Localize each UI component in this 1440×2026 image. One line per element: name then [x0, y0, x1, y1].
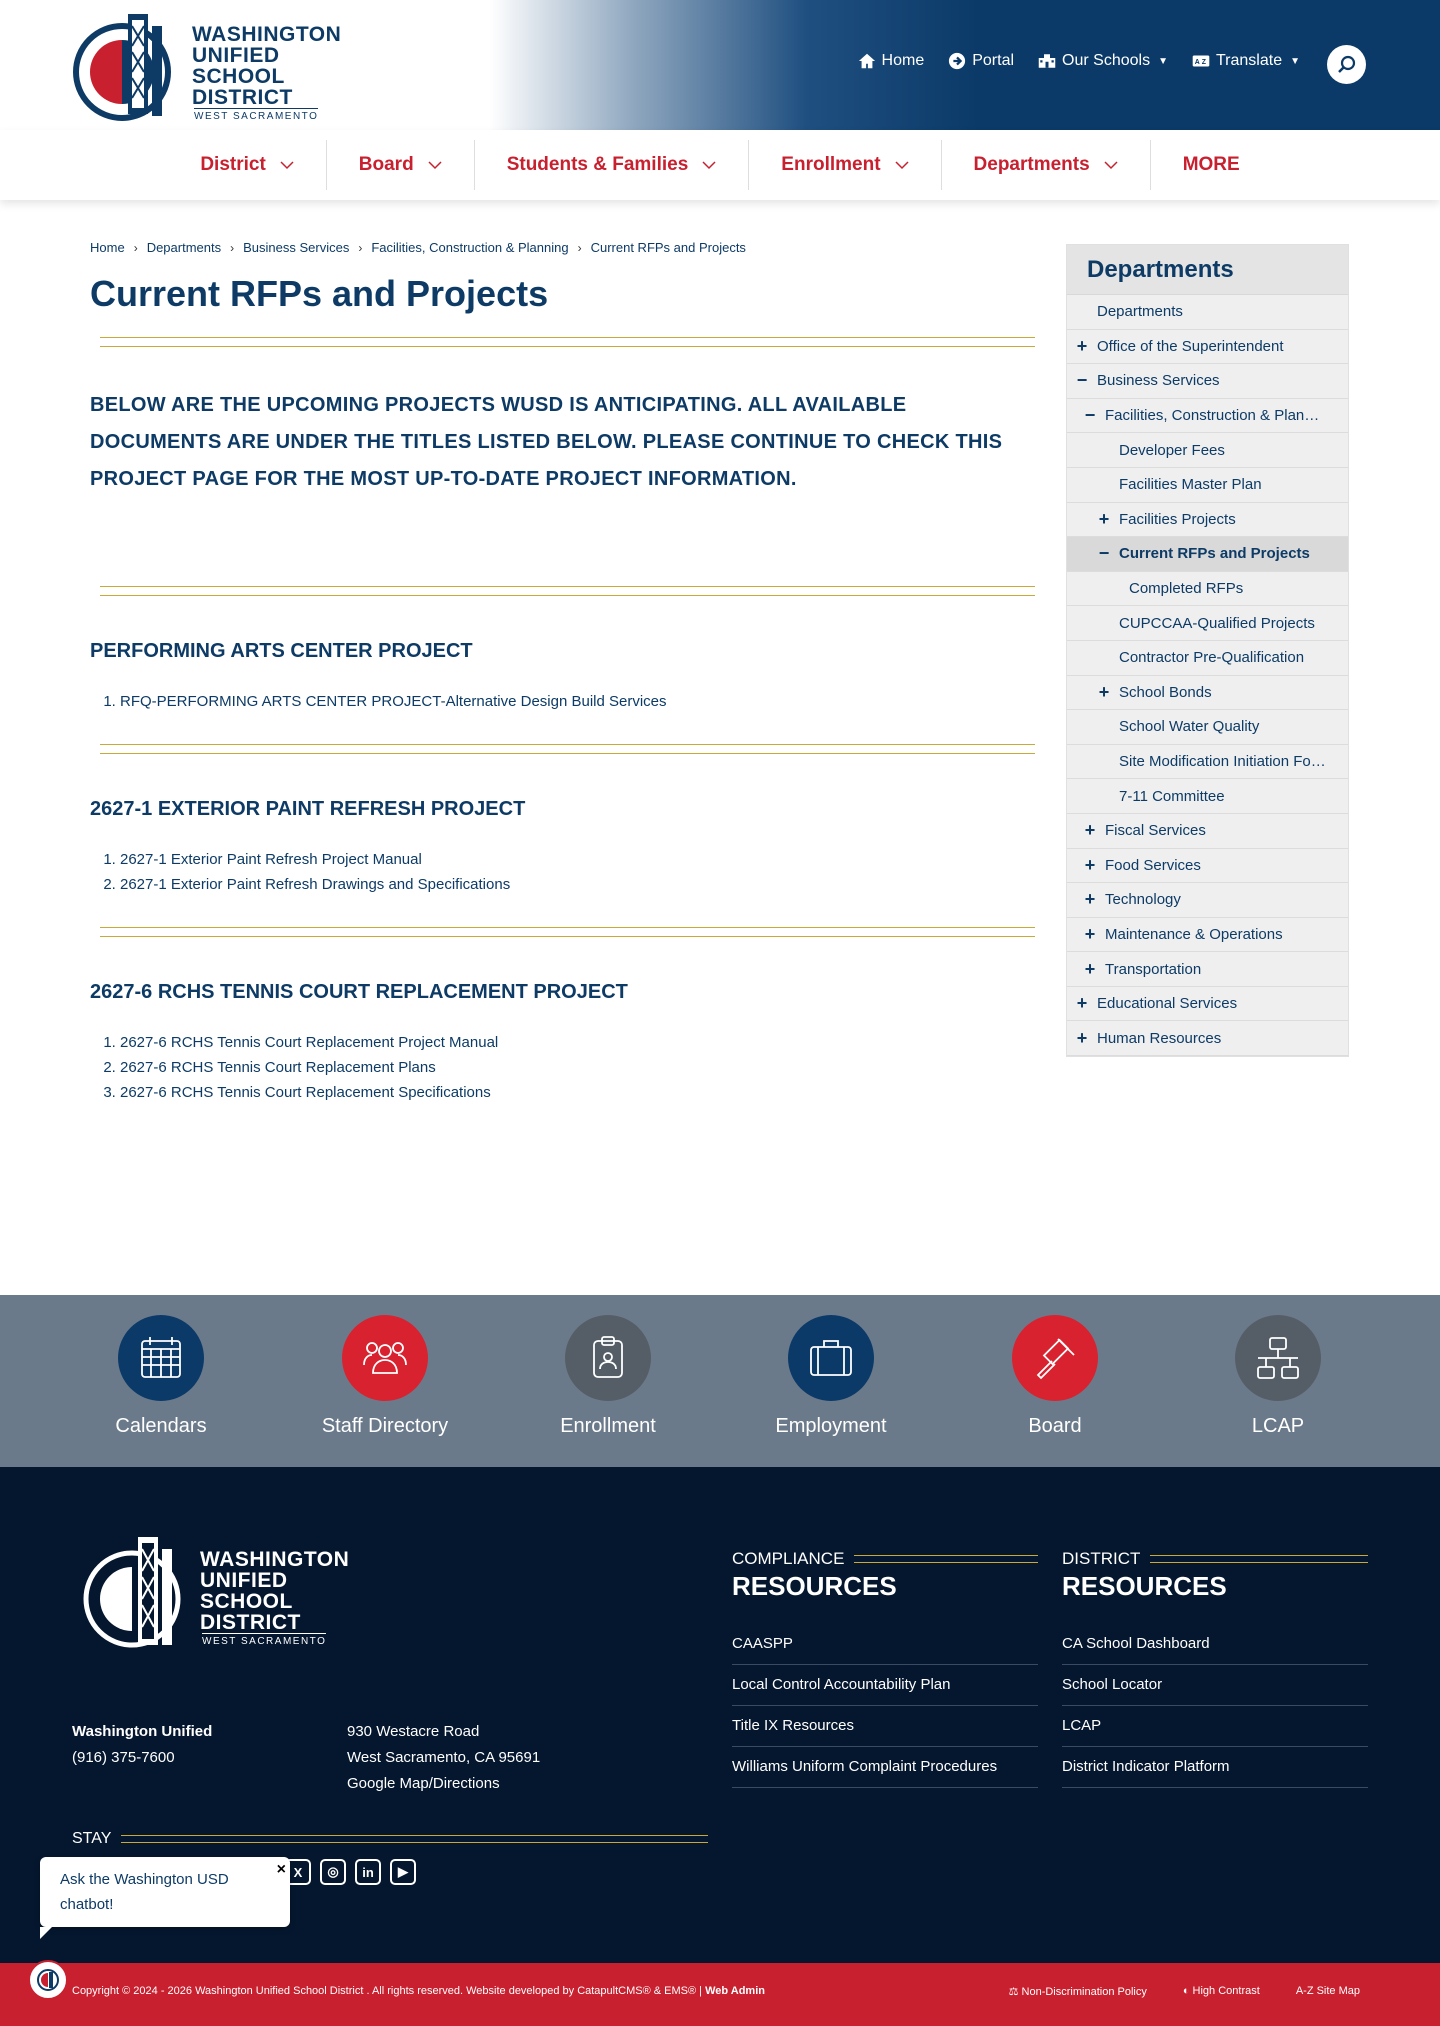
sidebar-item[interactable] [1067, 918, 1348, 953]
logo-mark-icon [36, 1968, 60, 1992]
sidebar-item-label: Technology [1105, 891, 1181, 909]
breadcrumb-home[interactable]: Home [90, 240, 125, 255]
plus-icon[interactable]: + [1084, 854, 1096, 875]
res-kicker-label: DISTRICT [1062, 1549, 1141, 1568]
doc-list [120, 1030, 1035, 1105]
chevron-right-icon: › [230, 240, 235, 255]
sidebar-item-label: Transportation [1105, 960, 1202, 978]
quick-link-label: Calendars [115, 1415, 207, 1437]
nav-label: District [200, 154, 266, 175]
nav-label: Enrollment [781, 154, 881, 175]
sidebar-item-label: Contractor Pre-Qualification [1119, 649, 1305, 667]
res-list [732, 1624, 1038, 1788]
sidebar-item[interactable] [1067, 710, 1348, 745]
footer-address-line: West Sacramento, CA 95691 [347, 1749, 541, 1766]
quick-link-label: Enrollment [560, 1415, 656, 1437]
quick-link-label: Board [1028, 1415, 1082, 1437]
gold-divider [121, 1835, 708, 1843]
res-link[interactable]: LCAP [1062, 1706, 1368, 1747]
section-title: 2627-6 RCHS TENNIS COURT REPLACEMENT PROJECT [90, 981, 628, 1003]
gold-divider [100, 744, 1035, 754]
plus-icon[interactable]: + [1084, 889, 1096, 910]
sidebar-item[interactable] [1067, 987, 1348, 1022]
nav-label: Departments [973, 154, 1090, 175]
sidebar-item[interactable] [1067, 433, 1348, 468]
quick-link-enrollment[interactable] [508, 1315, 708, 1438]
quick-link-circle [565, 1315, 651, 1401]
logo-line: UNIFIED [200, 1569, 288, 1592]
util-portal-label: Portal [972, 52, 1015, 69]
sidebar-item[interactable] [1067, 572, 1348, 607]
sidebar-item-label: Current RFPs and Projects [1119, 545, 1310, 563]
az-site-map-link[interactable] [1296, 1985, 1360, 1998]
quick-link-circle [342, 1315, 428, 1401]
sidebar-item[interactable] [1067, 849, 1348, 884]
sidebar-item-label: Facilities, Construction & Plan… [1105, 407, 1320, 425]
x-twitter-icon[interactable]: X [285, 1859, 311, 1885]
sidebar-title: Departments [1067, 245, 1348, 295]
page-title: Current RFPs and Projects [90, 273, 549, 314]
doc-list [120, 847, 1035, 897]
sidebar-item[interactable] [1067, 814, 1348, 849]
quick-link-label: Staff Directory [321, 1415, 449, 1437]
minus-icon[interactable]: − [1098, 543, 1110, 564]
footer-map-link[interactable]: Google Map/Directions [347, 1775, 500, 1792]
quick-link-employment[interactable] [731, 1315, 931, 1438]
school-icon [1038, 52, 1056, 70]
logo-line: WASHINGTON [200, 1548, 350, 1571]
chatbot-prompt[interactable] [40, 1857, 290, 1927]
section-title: 2627-1 EXTERIOR PAINT REFRESH PROJECT [90, 798, 526, 820]
breadcrumb-business-services[interactable]: Business Services [243, 240, 350, 255]
arrow-right-circle-icon [948, 52, 966, 70]
sidebar-item[interactable] [1067, 952, 1348, 987]
sidebar-item[interactable] [1067, 537, 1348, 572]
gold-divider [100, 927, 1035, 937]
chevron-down-icon [428, 158, 442, 172]
sidebar-item-label: School Bonds [1119, 683, 1212, 701]
footer-logo[interactable] [80, 1527, 380, 1657]
res-kicker-label: COMPLIANCE [732, 1549, 845, 1568]
plus-icon[interactable]: + [1076, 993, 1088, 1014]
gavel-icon [1032, 1335, 1078, 1381]
res-list [1062, 1624, 1368, 1788]
footer-address-line: 930 Westacre Road [347, 1723, 480, 1740]
sidebar-item[interactable] [1067, 883, 1348, 918]
res-heading: RESOURCES [1062, 1571, 1227, 1601]
breadcrumb-departments[interactable]: Departments [146, 240, 222, 255]
sidebar-item[interactable] [1067, 745, 1348, 780]
footer-org-name: Washington Unified [72, 1723, 213, 1740]
doc-list [120, 689, 1035, 714]
quick-link-board[interactable] [955, 1315, 1155, 1438]
util-translate-dropdown[interactable] [1192, 52, 1300, 70]
sidebar-item[interactable] [1067, 606, 1348, 641]
sidebar-item-label: School Water Quality [1119, 718, 1260, 736]
bottom-link-label: A-Z Site Map [1295, 1985, 1360, 1997]
nav-more[interactable] [1151, 140, 1272, 190]
linkedin-icon[interactable]: in [355, 1859, 381, 1885]
plus-icon[interactable]: + [1076, 335, 1088, 356]
breadcrumb-current: Current RFPs and Projects [590, 240, 746, 255]
search-icon [1337, 55, 1357, 75]
logo-line: UNIFIED [192, 44, 280, 67]
doc-link[interactable]: 1. 2627-6 RCHS Tennis Court Replacement Project Manual [120, 1030, 1035, 1055]
logo-mark-icon [80, 1527, 190, 1657]
caret-down-icon: ▼ [1158, 55, 1168, 67]
sidebar-item[interactable] [1067, 503, 1348, 538]
instagram-icon[interactable]: ◎ [320, 1859, 346, 1885]
util-our-schools-dropdown[interactable] [1038, 52, 1168, 70]
sidebar-item-label: Office of the Superintendent [1097, 337, 1284, 355]
breadcrumb [90, 240, 1035, 255]
sidebar-item[interactable] [1067, 641, 1348, 676]
nav-label: Board [358, 154, 414, 175]
main-content [90, 240, 1035, 1105]
sidebar-item[interactable] [1067, 295, 1348, 330]
sidebar-item-label: Educational Services [1097, 995, 1238, 1013]
clipboard-icon [585, 1335, 631, 1381]
search-button[interactable] [1327, 45, 1366, 84]
scale-icon: ⚖ [1008, 1986, 1022, 1998]
nav-label: MORE [1182, 154, 1240, 175]
quick-link-label: LCAP [1251, 1415, 1305, 1437]
logo-line: DISTRICT [200, 1611, 301, 1634]
sidebar-item-label: Food Services [1105, 856, 1201, 874]
util-portal-link[interactable] [948, 52, 1014, 70]
chevron-down-icon [1104, 158, 1118, 172]
gold-divider [100, 337, 1035, 347]
logo-line: DISTRICT [192, 86, 293, 109]
breadcrumb-facilities[interactable]: Facilities, Construction & Planning [371, 240, 569, 255]
sidebar-item-label: Completed RFPs [1129, 580, 1244, 598]
chatbot-text: Ask the Washington USD chatbot! [60, 1871, 229, 1913]
sidebar-item-label: Facilities Master Plan [1119, 476, 1262, 494]
logo-line: SCHOOL [192, 65, 285, 88]
nav-departments[interactable] [942, 140, 1151, 190]
sidebar-item-label: Human Resources [1097, 1029, 1222, 1047]
logo-line: WASHINGTON [192, 23, 342, 46]
logo-line: SCHOOL [200, 1590, 293, 1613]
chevron-down-icon [702, 158, 716, 172]
compliance-resources [732, 1549, 1038, 1788]
res-link[interactable]: CAASPP [732, 1624, 1038, 1665]
util-our-schools-label: Our Schools [1062, 52, 1151, 69]
section-title: PERFORMING ARTS CENTER PROJECT [90, 640, 473, 662]
bottom-links [1009, 1985, 1360, 1998]
sidebar-item[interactable] [1067, 364, 1348, 399]
footer-phone[interactable]: (916) 375-7600 [72, 1749, 175, 1766]
quick-link-circle [118, 1315, 204, 1401]
sidebar-item[interactable] [1067, 330, 1348, 365]
quick-link-calendars[interactable] [61, 1315, 261, 1438]
sidebar-item-label: Facilities Projects [1119, 510, 1236, 528]
doc-link[interactable]: 1. RFQ-PERFORMING ARTS CENTER PROJECT-Alternative Design Build Services [120, 689, 1035, 714]
sidebar-item-label: 7-11 Committee [1119, 787, 1225, 805]
chevron-right-icon: › [358, 240, 363, 255]
nav-students-families[interactable] [475, 140, 750, 190]
quick-links-bar [0, 1295, 1440, 1467]
footer-stay-heading [72, 1830, 708, 1848]
res-kicker [1062, 1549, 1368, 1569]
sidebar-item[interactable] [1067, 779, 1348, 814]
people-icon [362, 1335, 408, 1381]
doc-link[interactable]: 2. 2627-1 Exterior Paint Refresh Drawings and Specifications [120, 872, 1035, 897]
sidebar-item[interactable] [1067, 399, 1348, 434]
logo-wordmark [192, 24, 341, 108]
sidebar-menu [1067, 295, 1348, 1056]
sitemap-icon [1255, 1335, 1301, 1381]
quick-link-label: Employment [775, 1415, 887, 1437]
footer-logo-wordmark [200, 1549, 349, 1633]
res-link[interactable]: District Indicator Platform [1062, 1747, 1368, 1788]
util-home-link[interactable] [858, 52, 925, 70]
quick-link-lcap[interactable] [1178, 1315, 1378, 1438]
bottom-bar [0, 1963, 1440, 2026]
nav-enrollment[interactable] [749, 140, 941, 190]
utility-nav [858, 52, 1300, 70]
plus-icon[interactable]: + [1098, 681, 1110, 702]
nav-board[interactable] [327, 140, 475, 190]
sidebar-item[interactable] [1067, 1021, 1348, 1056]
youtube-icon[interactable]: ▶ [390, 1859, 416, 1885]
gold-divider [1150, 1555, 1368, 1563]
sidebar-item[interactable] [1067, 468, 1348, 503]
copyright-text: Copyright © 2024 - 2026 Washington Unified School District . All rights reserved. Website developed by CatapultCMS® & EMS® | [72, 1985, 703, 1997]
sidebar-item-label: CUPCCAA-Qualified Projects [1119, 614, 1315, 632]
sidebar-item-label: Developer Fees [1119, 441, 1225, 459]
res-link[interactable]: Local Control Accountability Plan [732, 1665, 1038, 1706]
sidebar-item-label: Business Services [1097, 372, 1220, 390]
res-link[interactable]: School Locator [1062, 1665, 1368, 1706]
intro-text: BELOW ARE THE UPCOMING PROJECTS WUSD IS ANTICIPATING. ALL AVAILABLE DOCUMENTS ARE UNDER THE TITLES LISTED BELOW. PLEASE CONTINUE TO CHECK THIS PROJECT PAGE FOR THE MOST UP-TO-DATE PROJECT INFORMATION. [90, 394, 1003, 490]
gold-divider [100, 586, 1035, 596]
departments-sidebar [1066, 244, 1349, 1057]
nav-label: Students & Families [506, 154, 689, 175]
stay-label: STAY [72, 1830, 112, 1847]
res-heading: RESOURCES [732, 1571, 897, 1601]
svg-text:A: A [1194, 58, 1200, 66]
chevron-down-icon [280, 158, 294, 172]
close-icon[interactable]: × [276, 1861, 286, 1878]
quick-link-circle [788, 1315, 874, 1401]
plus-icon[interactable]: + [1084, 923, 1096, 944]
contrast-icon: ◐ [1182, 1985, 1193, 1997]
quick-link-circle [1012, 1315, 1098, 1401]
social-links [285, 1859, 416, 1885]
translate-icon [1192, 52, 1210, 70]
non-discrimination-link[interactable] [1009, 1985, 1147, 1998]
plus-icon[interactable]: + [1098, 508, 1110, 529]
sidebar-item[interactable] [1067, 676, 1348, 711]
site-header [0, 0, 1440, 130]
gold-divider [854, 1555, 1038, 1563]
bottom-link-label: Non-Discrimination Policy [1021, 1986, 1147, 1998]
footer-logo-subtitle: WEST SACRAMENTO [202, 1633, 326, 1647]
res-link[interactable]: Williams Uniform Complaint Procedures [732, 1747, 1038, 1788]
bottom-link-label: High Contrast [1192, 1985, 1260, 1997]
caret-down-icon: ▼ [1290, 55, 1300, 67]
plus-icon[interactable]: + [1076, 1027, 1088, 1048]
high-contrast-link[interactable] [1183, 1985, 1260, 1998]
util-home-label: Home [881, 52, 925, 69]
chevron-right-icon: › [577, 240, 582, 255]
doc-link[interactable]: 3. 2627-6 RCHS Tennis Court Replacement Specifications [120, 1080, 1035, 1105]
quick-link-circle [1235, 1315, 1321, 1401]
calendar-icon [138, 1335, 184, 1381]
sidebar-item-label: Fiscal Services [1105, 822, 1206, 840]
footer-address [347, 1719, 540, 1797]
util-translate-label: Translate [1215, 52, 1283, 69]
nav-district[interactable] [168, 140, 326, 190]
logo-mark-icon [72, 6, 182, 126]
minus-icon[interactable]: − [1084, 405, 1096, 426]
plus-icon[interactable]: + [1084, 820, 1096, 841]
sidebar-item-label: Departments [1097, 303, 1183, 321]
chatbot-avatar[interactable] [28, 1960, 68, 2000]
minus-icon[interactable]: − [1076, 370, 1088, 391]
main-nav [0, 130, 1440, 200]
sidebar-item-label: Maintenance & Operations [1105, 925, 1283, 943]
plus-icon[interactable]: + [1084, 958, 1096, 979]
logo-subtitle: WEST SACRAMENTO [194, 108, 318, 122]
copyright [72, 1985, 765, 1997]
briefcase-icon [808, 1335, 854, 1381]
web-admin-link[interactable]: Web Admin [705, 1985, 765, 1997]
district-resources [1062, 1549, 1368, 1788]
district-logo[interactable] [72, 6, 362, 126]
chevron-right-icon: › [133, 240, 138, 255]
footer-contact [72, 1719, 212, 1771]
quick-link-staff-directory[interactable] [285, 1315, 485, 1438]
chevron-down-icon [895, 158, 909, 172]
home-icon [858, 52, 876, 70]
doc-link[interactable]: 2. 2627-6 RCHS Tennis Court Replacement Plans [120, 1055, 1035, 1080]
sidebar-item-label: Site Modification Initiation Fo… [1119, 753, 1326, 771]
svg-text:Z: Z [1201, 58, 1206, 66]
res-link[interactable]: Title IX Resources [732, 1706, 1038, 1747]
res-link[interactable]: CA School Dashboard [1062, 1624, 1368, 1665]
res-kicker [732, 1549, 1038, 1569]
doc-link[interactable]: 1. 2627-1 Exterior Paint Refresh Project Manual [120, 847, 1035, 872]
